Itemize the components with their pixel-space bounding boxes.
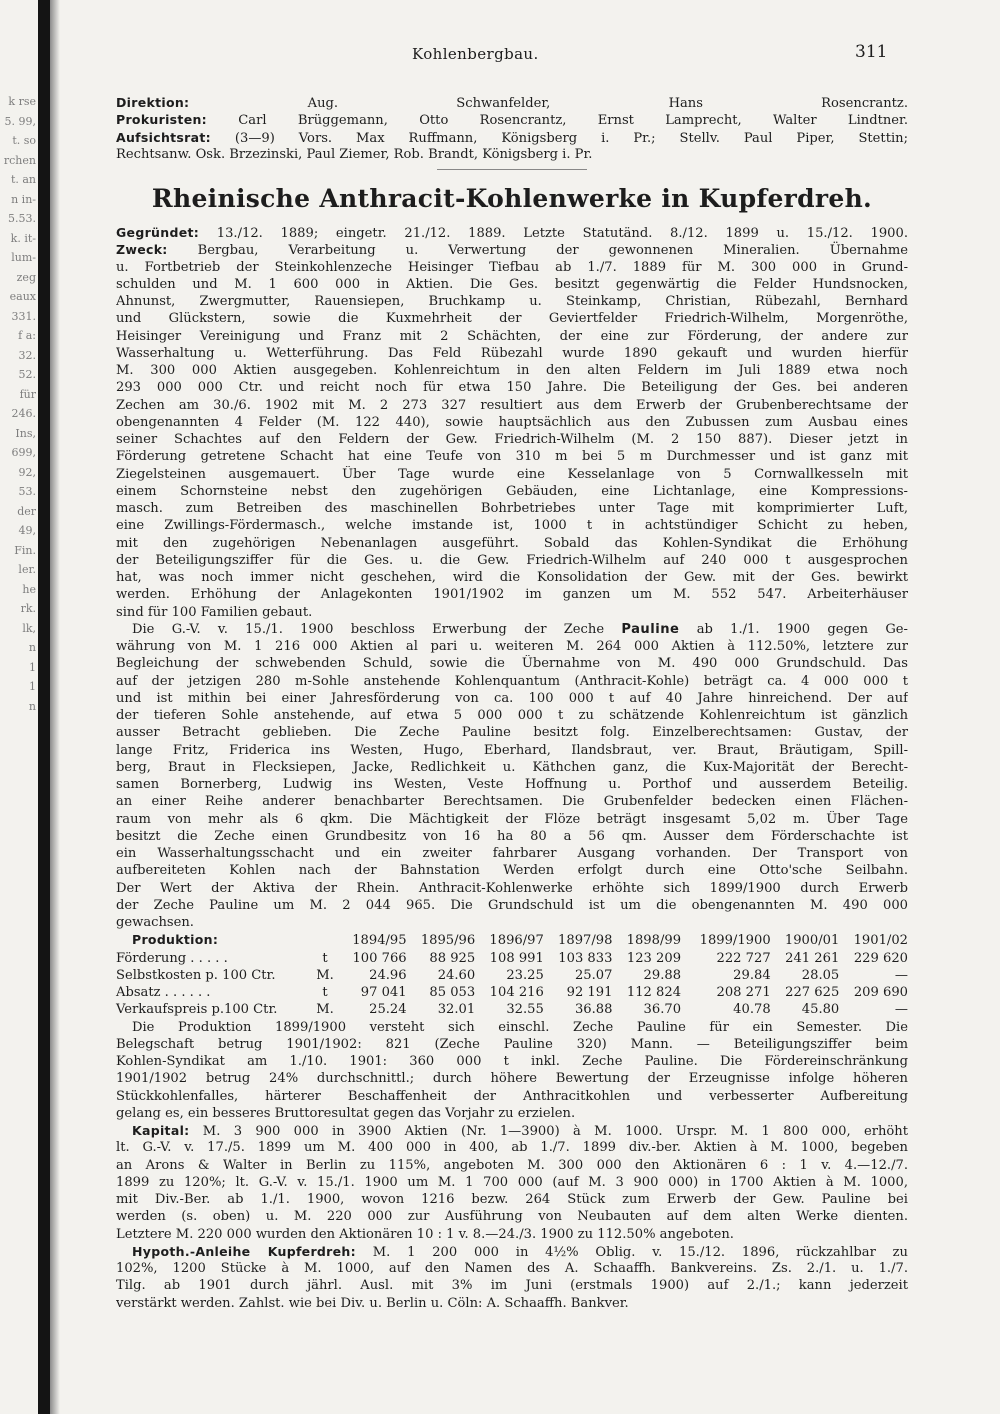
text-line: M. 300 000 Aktien ausgegeben. Kohlenreichtum in den alten Feldern im Juli 1889 etwa noch — [116, 363, 908, 378]
text-line: auf der jetzigen 280 m-Sohle anstehende Kohlenquantum (Anthracit-Kohle) beträgt ca. 4 000 000 t — [116, 673, 908, 689]
binding-gutter — [38, 0, 50, 1414]
text-line: werden (s. oben) u. M. 220 000 zur Ausführung von Neubauten auf dem alten Werke dienten. — [116, 1209, 908, 1225]
edge-fragment: t. an — [10, 173, 36, 186]
capital-line — [116, 1122, 908, 1139]
production-value: 88 925 — [429, 950, 476, 966]
text-line: hat, was noch immer nicht geschehen, wird die Konsolidation der Gew. mit der Ges. bewirkt — [116, 570, 908, 585]
production-row — [116, 967, 908, 984]
production-value: 24.96 — [369, 967, 407, 983]
edge-fragment: eaux — [9, 290, 36, 303]
loan-first: M. 1 200 000 in 4½% Oblig. v. 15./12. 1896, rückzahlbar zu — [372, 1244, 908, 1260]
gv-after: ab 1./1. 1900 gegen Ge- — [696, 621, 908, 637]
text-line: Wasserhaltung u. Wetterführung. Das Feld Rübezahl wurde 1890 gekauft und wurden hierfür — [116, 345, 908, 361]
edge-fragment: f a: — [18, 329, 36, 342]
production-label: Produktion: — [132, 932, 219, 948]
row-unit: t — [322, 950, 328, 966]
text-line: Ahnunst, Zwergmutter, Rauensiepen, Bruchkamp u. Steinkamp, Christian, Rübezahl, Bernhard — [116, 294, 908, 309]
text-line: ein Wasserhaltungsschacht und ein zweiter fahrbarer Ausgang vorhanden. Der Transport von — [116, 846, 908, 861]
text-line: einem Schornsteine nebst den zugehörigen Gebäuden, eine Lichtanlage, eine Kompressions- — [116, 483, 908, 499]
edge-fragment: 53. — [18, 485, 36, 498]
text-line: Ziegelsteinen ausgemauert. Über Tage wurde eine Kesselanlage von 5 Cornwallkesseln mit — [116, 466, 908, 482]
page-header — [0, 42, 1000, 67]
production-value: 36.88 — [574, 1002, 613, 1018]
previous-label: Aufsichtsrat: — [116, 129, 211, 145]
gv-before: Die G.-V. v. 15./1. 1900 beschloss Erwerbung der Zeche — [132, 621, 605, 637]
production-value: 25.07 — [574, 967, 613, 983]
production-value: 104 216 — [489, 985, 544, 1000]
edge-fragment: 52. — [18, 368, 36, 381]
year-header: 1900/01 — [784, 932, 840, 948]
production-value: 45.80 — [801, 1002, 840, 1018]
previous-text: Rechtsanw. Osk. Brzezinski, Paul Ziemer, Rob. Brandt, Königsberg i. Pr. — [116, 146, 593, 162]
production-value: 227 625 — [785, 985, 840, 1000]
text-line: aufbereiteten Kohlen nach der Bahnstation Werden erfolgt durch eine Otto'sche Seilbahn. — [116, 863, 908, 879]
production-value: 29.88 — [643, 967, 682, 983]
row-unit: M. — [316, 967, 334, 983]
production-value: 222 727 — [716, 950, 771, 966]
text-line: 1901/1902 betrug 24% durchschnittl.; durch höhere Bewertung der Erzeugnisse infolge höheren — [116, 1071, 908, 1087]
production-value: 208 271 — [716, 985, 771, 1000]
text-line: lange Fritz, Friderica ins Westen, Hugo, Eberhard, Ilandsbraut, ver. Braut, Bräutigam, Spill- — [116, 742, 908, 758]
company-title: Rheinische Anthracit-Kohlenwerke in Kupferdreh. — [151, 184, 873, 213]
edge-fragment: rchen — [3, 153, 36, 167]
row-label: Verkaufspreis p.100 Ctr. — [116, 1002, 278, 1018]
text-line: Begleichung der schwebenden Schuld, sowie die Übernahme von M. 490 000 Grundschuld. Das — [116, 656, 908, 672]
year-header: 1897/98 — [558, 932, 613, 948]
production-value: 32.55 — [506, 1002, 544, 1018]
edge-fragment: 5.53. — [8, 212, 36, 225]
year-header: 1895/96 — [420, 932, 476, 948]
production-value: 23.25 — [506, 967, 544, 983]
text-line: Heisinger Vereinigung und Franz mit 2 Schächten, der eine zur Förderung, der andere zur — [116, 328, 908, 344]
text-line: ausser Betracht geblieben. Die Zeche Pauline besitzt folg. Einzelberechtsamen: Gustav, der — [116, 725, 908, 741]
production-value: 229 620 — [853, 950, 908, 966]
year-header: 1899/1900 — [699, 932, 771, 948]
text-line: Letztere M. 220 000 wurden den Aktionären 10 : 1 v. 8.—24./3. 1900 zu 112.50% angeboten. — [116, 1226, 734, 1242]
capital-first: M. 3 900 000 in 3900 Aktien (Nr. 1—3900) à M. 1000. Urspr. M. 1 800 000, erhöht — [202, 1124, 908, 1139]
edge-fragment: der — [17, 504, 36, 518]
production-value: 123 209 — [626, 950, 682, 966]
text-line: sind für 100 Familien gebaut. — [116, 604, 313, 620]
edge-fragment: n in- — [11, 192, 36, 206]
text-line: berg, Braut in Flecksiepen, Jacke, Redlichkeit u. Käthchen ganz, die Kux-Majorität der Berecht- — [116, 759, 908, 775]
production-value: 100 766 — [352, 950, 407, 966]
text-line: verstärkt werden. Zahlst. wie bei Div. u. Berlin u. Cöln: A. Schaaffh. Bankver. — [116, 1295, 629, 1311]
text-line: an Arons & Walter in Berlin zu 115%, angeboten M. 300 000 den Aktionären 6 : 1 v. 4.—12./7. — [116, 1157, 908, 1173]
text-line: u. Fortbetrieb der Steinkohlenzeche Heisinger Tiefbau ab 1./7. 1889 für M. 300 000 in Grund- — [116, 259, 908, 275]
edge-fragment: 32. — [18, 348, 36, 362]
production-value: 29.84 — [733, 967, 771, 983]
edge-fragment: n — [28, 641, 36, 654]
edge-fragment: 331. — [11, 309, 36, 323]
loan-line — [116, 1243, 908, 1260]
production-row — [116, 950, 908, 967]
edge-fragment: k. it- — [10, 231, 36, 245]
edge-fragment: t. so — [12, 134, 36, 147]
edge-fragment: 246. — [11, 407, 36, 420]
edge-fragment: rk. — [20, 602, 36, 615]
production-header-row — [116, 931, 908, 949]
loan-label: Hypoth.-Anleihe Kupferdreh: — [132, 1243, 356, 1259]
text-line: seiner Schachtes auf den Feldern der Gew. Friedrich-Wilhelm (M. 2 150 887). Dieser jetzt in — [116, 432, 908, 447]
left-page-edge-text — [0, 92, 36, 716]
text-line: Tilg. ab 1901 durch jährl. Ausl. mit 3% im Juni (erstmals 1900) auf 2./1.; kann jederzeit — [116, 1278, 908, 1294]
capital-label: Kapital: — [132, 1123, 190, 1138]
text-line: mit den zugehörigen Nebenanlagen ausgeführt. Sobald das Kohlen-Syndikat die Erhöhung — [116, 535, 908, 551]
edge-fragment: 699, — [11, 446, 36, 459]
edge-fragment: Ins, — [15, 426, 36, 440]
edge-fragment: ler. — [18, 563, 36, 576]
text-line: 1899 zu 120%; lt. G.-V. v. 15./1. 1900 um M. 1 700 000 (auf M. 3 900 000) in 1700 Aktien à M. 1000, — [116, 1174, 908, 1190]
previous-line — [116, 146, 908, 163]
edge-fragment: 1 — [29, 680, 36, 693]
text-line: der Beteiligungsziffer für die Ges. u. die Gew. Friedrich-Wilhelm auf 240 000 t ausgesprochen — [116, 552, 908, 568]
year-header: 1901/02 — [853, 932, 908, 948]
edge-fragment: 92, — [18, 465, 36, 479]
purpose-label: Zweck: — [116, 242, 168, 258]
row-unit: M. — [316, 1002, 334, 1018]
text-line: 102%, 1200 Stücke à M. 1000, auf den Namen des A. Schaaffh. Bankvereins. Zs. 2./1. u. 1./7. — [116, 1261, 908, 1276]
production-value: — — [894, 1002, 908, 1018]
row-unit: t — [322, 985, 328, 1000]
section-divider — [437, 169, 587, 170]
text-line: eine Zwillings-Fördermasch., welche imstande ist, 1000 t in achtstündiger Schicht zu heben, — [116, 518, 908, 534]
page-content — [116, 94, 908, 1312]
gv-line — [116, 621, 908, 638]
edge-fragment: he — [22, 582, 36, 596]
edge-fragment: lk, — [22, 621, 36, 635]
production-value: 241 261 — [785, 950, 840, 966]
previous-text: (3—9) Vors. Max Ruffmann, Königsberg i. Pr.; Stellv. Paul Piper, Stettin; — [234, 130, 908, 146]
text-line: besitzt die Zeche einen Grundbesitz von 16 ha 80 a 56 qm. Ausser dem Förderschachte ist — [116, 828, 908, 844]
previous-text: Carl Brüggemann, Otto Rosencrantz, Ernst Lamprecht, Walter Lindtner. — [238, 113, 908, 129]
page-number: 311 — [855, 42, 888, 62]
production-value: 85 053 — [429, 985, 476, 1000]
edge-fragment: lum- — [11, 251, 36, 264]
text-line: und ist mithin bei einer Jahresförderung von ca. 100 000 t auf 40 Jahre hinreichend. Der auf — [116, 690, 908, 706]
previous-line — [116, 111, 908, 128]
production-value: 40.78 — [733, 1002, 771, 1018]
edge-fragment: 5. 99, — [4, 114, 36, 128]
production-value: 209 690 — [853, 985, 908, 1000]
year-header: 1898/99 — [626, 932, 682, 948]
text-line: Kohlen-Syndikat am 1./10. 1901: 360 000 t inkl. Zeche Pauline. Die Fördereinschränkung — [116, 1054, 908, 1069]
production-table — [116, 931, 908, 1018]
production-value: 103 833 — [558, 950, 613, 966]
text-line: Die Produktion 1899/1900 versteht sich einschl. Zeche Pauline für ein Semester. Die — [132, 1019, 908, 1035]
production-label-cell — [116, 931, 338, 949]
year-header: 1896/97 — [489, 932, 544, 948]
text-line: Förderung getretene Schacht hat eine Teufe von 310 m bei 5 m Durchmesser und ist ganz mit — [116, 449, 908, 465]
pauline-name: Pauline — [621, 621, 680, 637]
row-label: Absatz . . . . . . — [116, 985, 211, 1000]
edge-fragment: 1 — [29, 660, 36, 674]
production-value: 97 041 — [360, 985, 407, 1000]
production-value: 108 991 — [489, 950, 544, 966]
production-value: 92 191 — [566, 985, 613, 1000]
year-header: 1894/95 — [352, 932, 407, 948]
text-line: raum von mehr als 6 qkm. Die Mächtigkeit der Flöze beträgt insgesamt 5,02 m. Über Tage — [116, 811, 908, 827]
text-line: Stückkohlenfalles, härterer Beschaffenheit der Anthracitkohlen und verbesserter Aufbereitung — [116, 1088, 908, 1104]
text-line: währung von M. 1 216 000 Aktien al pari u. weiteren M. 264 000 Aktien à 112.50%, letztere zur — [116, 639, 908, 654]
running-title: Kohlenbergbau. — [412, 45, 539, 63]
text-line: an einer Reihe anderer benachbarter Berechtsamen. Die Grubenfelder bedecken einen Flächen- — [116, 794, 908, 810]
production-value: 32.01 — [437, 1002, 476, 1018]
text-line: gewachsen. — [116, 915, 194, 930]
pauline-paragraph — [116, 638, 908, 931]
previous-company-tail — [116, 94, 908, 163]
loan-paragraph — [116, 1260, 908, 1312]
text-line: Belegschaft betrug 1901/1902: 821 (Zeche Pauline 320) Mann. — Beteiligungsziffer beim — [116, 1036, 908, 1052]
row-label: Förderung . . . . . — [116, 950, 228, 966]
edge-fragment: für — [19, 387, 36, 401]
text-line: und Glückstern, sowie die Kuxmehrheit der Geviertfelder Friedrich-Wilhelm, Morgenröthe, — [116, 311, 908, 327]
text-line: masch. zum Betreiben des maschinellen Bohrbetriebes unter Tage mit komprimierter Luft, — [116, 501, 908, 516]
purpose-paragraph — [116, 259, 908, 621]
previous-label: Prokuristen: — [116, 112, 207, 128]
production-notes — [116, 1019, 908, 1123]
text-line: mit Div.-Ber. ab 1./1. 1900, wovon 1216 bezw. 264 Stück zum Erwerb der Gew. Pauline bei — [116, 1192, 908, 1207]
previous-text: Aug. Schwanfelder, Hans Rosencrantz. — [307, 96, 908, 111]
text-line: gelang es, ein besseres Bruttoresultat gegen das Vorjahr zu erzielen. — [116, 1105, 576, 1121]
text-line: lt. G.-V. v. 17./5. 1899 um M. 400 000 in 400, ab 1./7. 1899 div.-ber. Aktien à M. 1000, begeben — [116, 1140, 908, 1156]
production-value: 36.70 — [643, 1002, 682, 1018]
edge-fragment: 49, — [18, 524, 36, 537]
founded-line — [116, 224, 908, 241]
edge-fragment: zeg — [16, 270, 36, 284]
founded-text: 13./12. 1889; eingetr. 21./12. 1889. Letzte Statutänd. 8./12. 1899 u. 15./12. 1900. — [216, 226, 908, 241]
edge-fragment: n — [28, 699, 36, 713]
production-row — [116, 984, 908, 1001]
row-label: Selbstkosten p. 100 Ctr. — [116, 967, 276, 983]
text-line: schulden und M. 1 600 000 in Aktien. Die Ges. besitzt gegenwärtig die Felder Hundsnocken, — [116, 276, 908, 292]
text-line: obengenannten 4 Felder (M. 122 440), sowie hauptsächlich aus den Zubussen zum Ausbau eines — [116, 414, 908, 430]
text-line: werden. Erhöhung der Anlagekonten 1901/1902 im ganzen um M. 552 547. Arbeiterhäuser — [116, 587, 908, 603]
edge-fragment: k rse — [8, 95, 36, 108]
founded-label: Gegründet: — [116, 225, 200, 240]
production-row — [116, 1001, 908, 1018]
previous-label: Direktion: — [116, 95, 190, 110]
text-line: 293 000 000 Ctr. und reicht noch für etwa 150 Jahre. Die Beteiligung der Ges. bei anderen — [116, 380, 908, 396]
text-line: der Zeche Pauline um M. 2 044 965. Die Grundschuld ist um die obengenannten M. 490 000 — [116, 897, 908, 913]
previous-line — [116, 94, 908, 111]
production-value: 25.24 — [369, 1002, 407, 1018]
purpose-line — [116, 241, 908, 258]
previous-line — [116, 129, 908, 146]
purpose-first: Bergbau, Verarbeitung u. Verwertung der gewonnenen Mineralien. Übernahme — [197, 243, 908, 259]
text-line: samen Bornerberg, Ludwig ins Westen, Veste Hoffnung u. Porthof und ausserdem Beteilig. — [116, 777, 908, 792]
text-line: der tieferen Sohle anstehende, auf etwa 5 000 000 t zu schätzende Kohlenreichtum ist gänzlich — [116, 708, 908, 723]
production-value: 112 824 — [626, 985, 682, 1000]
production-value: — — [894, 967, 908, 983]
production-value: 24.60 — [437, 967, 476, 983]
production-value: 28.05 — [801, 967, 840, 983]
text-line: Zechen am 30./6. 1902 mit M. 2 273 327 resultiert aus dem Erwerb der Grubenberechtsame der — [116, 397, 908, 413]
text-line: Der Wert der Aktiva der Rhein. Anthracit-Kohlenwerke erhöhte sich 1899/1900 durch Erwerb — [116, 880, 908, 896]
capital-paragraph — [116, 1139, 908, 1243]
edge-fragment: Fin. — [14, 543, 36, 557]
gutter-shadow — [50, 0, 60, 1414]
